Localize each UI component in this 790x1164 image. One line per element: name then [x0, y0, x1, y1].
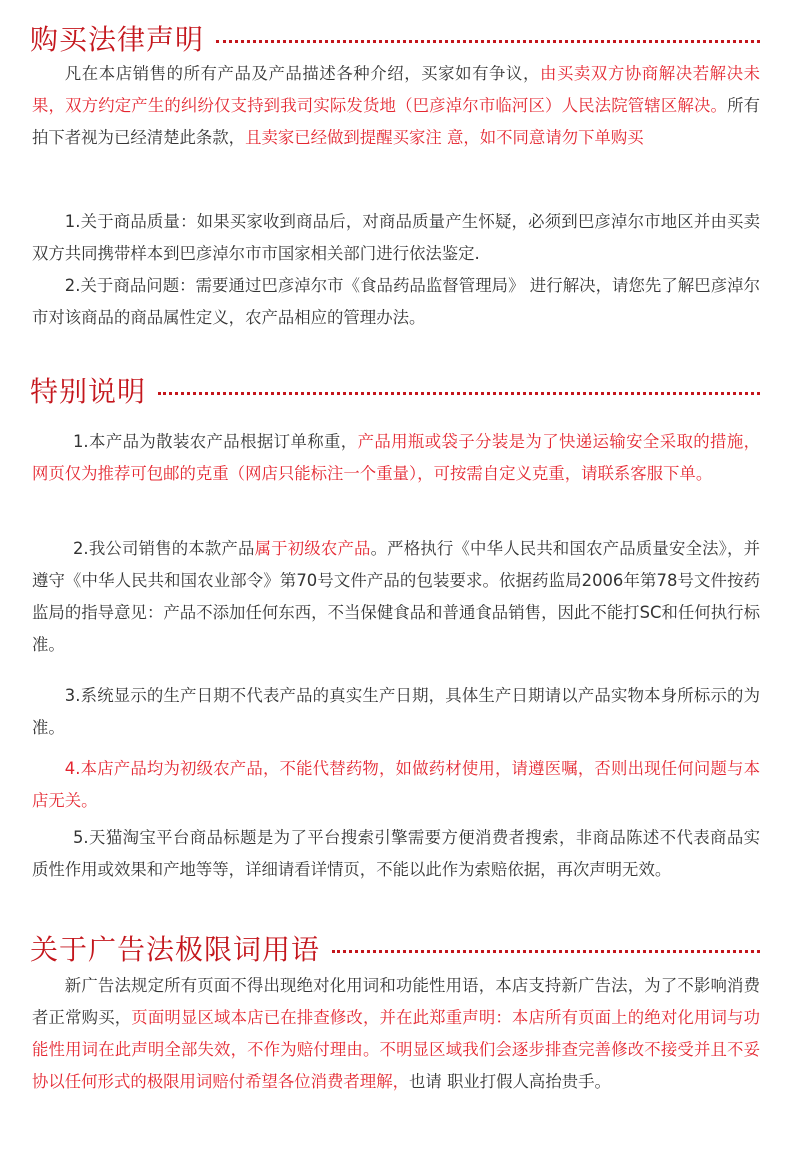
ad-law-text-c: 也请 职业打假人高抬贵手。	[408, 1072, 611, 1091]
legal-text-c: 所有拍下者视为已经清楚此条款，	[32, 96, 761, 147]
legal-text-a: 凡在本店销售的所有产品及产品描述各种介绍，买家如有争议，	[64, 64, 540, 83]
section-header-legal	[30, 16, 760, 60]
legal-paragraph	[32, 58, 760, 154]
legal-text-b: 由买卖双方协商解决若解决未果，双方约定产生的纠纷仅支持到我司实际发货地（巴彦淖尔市临河区）人民法院管辖区解决。	[32, 64, 761, 115]
special-item-2-b: 属于初级农产品	[254, 539, 371, 558]
special-item-2	[32, 533, 760, 661]
legal-item-2: 2.关于商品问题：需要通过巴彦淖尔市《食品药品监督管理局》 进行解决，请您先了解巴彦淖尔市对该商品的商品属性定义，农产品相应的管理办法。	[32, 276, 760, 327]
special-item-5: 5.天猫淘宝平台商品标题是为了平台搜索引擎需要方便消费者搜索，非商品陈述不代表商品实质性作用或效果和产地等等，详细请看详情页，不能以此作为索赔依据，再次声明无效。	[32, 828, 760, 879]
section-title-special: 特别说明	[30, 375, 147, 408]
dotted-divider	[216, 40, 760, 43]
ad-law-text-a: 新广告法规定所有页面不得出现绝对化用词和功能性用语，本店支持新广告法，为了不影响消费者正常购买，	[32, 976, 760, 1027]
legal-item-1: 1.关于商品质量：如果买家收到商品后，对商品质量产生怀疑，必须到巴彦淖尔市地区并由买卖双方共同携带样本到巴彦淖尔市市国家相关部门进行依法鉴定.	[32, 212, 760, 263]
ad-law-text-b: 页面明显区域本店已在排查修改，并在此郑重声明：本店所有页面上的绝对化用词与功能性用词在此声明全部失效，不作为赔付理由。不明显区域我们会逐步排查完善修改不接受并且不妥协以任何形式的极限用词赔付希望各位消费者理解，	[32, 1008, 761, 1091]
dotted-divider	[332, 950, 760, 953]
section-header-special	[30, 368, 760, 412]
special-item-4: 4.本店产品均为初级农产品，不能代替药物，如做药材使用，请遵医嘱，否则出现任何问题与本店无关。	[32, 759, 760, 810]
special-item-1-a: 1.本产品为散装农产品根据订单称重，	[73, 432, 358, 451]
ad-law-paragraph	[32, 970, 760, 1098]
special-item-2-a: 2.我公司销售的本款产品	[73, 539, 255, 558]
section-header-ad-law	[30, 926, 760, 970]
legal-text-d: 且卖家已经做到提醒买家注 意，如不同意请勿下单购买	[245, 128, 644, 147]
section-title-legal: 购买法律声明	[30, 23, 205, 56]
section-title-ad-law: 关于广告法极限词用语	[30, 933, 321, 966]
dotted-divider	[158, 392, 760, 395]
special-item-2-c: 。严格执行《中华人民共和国农产品质量安全法》，并遵守《中华人民共和国农业部令》第70号文件产品的包装要求。依据药监局2006年第78号文件按药监局的指导意见：产品不添加任何东西，不当保健食品和普通食品销售，因此不能打SC和任何执行标准。	[32, 539, 761, 654]
special-item-1	[32, 426, 760, 490]
special-item-3: 3.系统显示的生产日期不代表产品的真实生产日期，具体生产日期请以产品实物本身所标示的为准。	[32, 686, 760, 737]
special-item-1-b: 产品用瓶或袋子分装是为了快递运输安全采取的措施，网页仅为推荐可包邮的克重（网店只能标注一个重量），可按需自定义克重，请联系客服下单。	[32, 432, 760, 483]
